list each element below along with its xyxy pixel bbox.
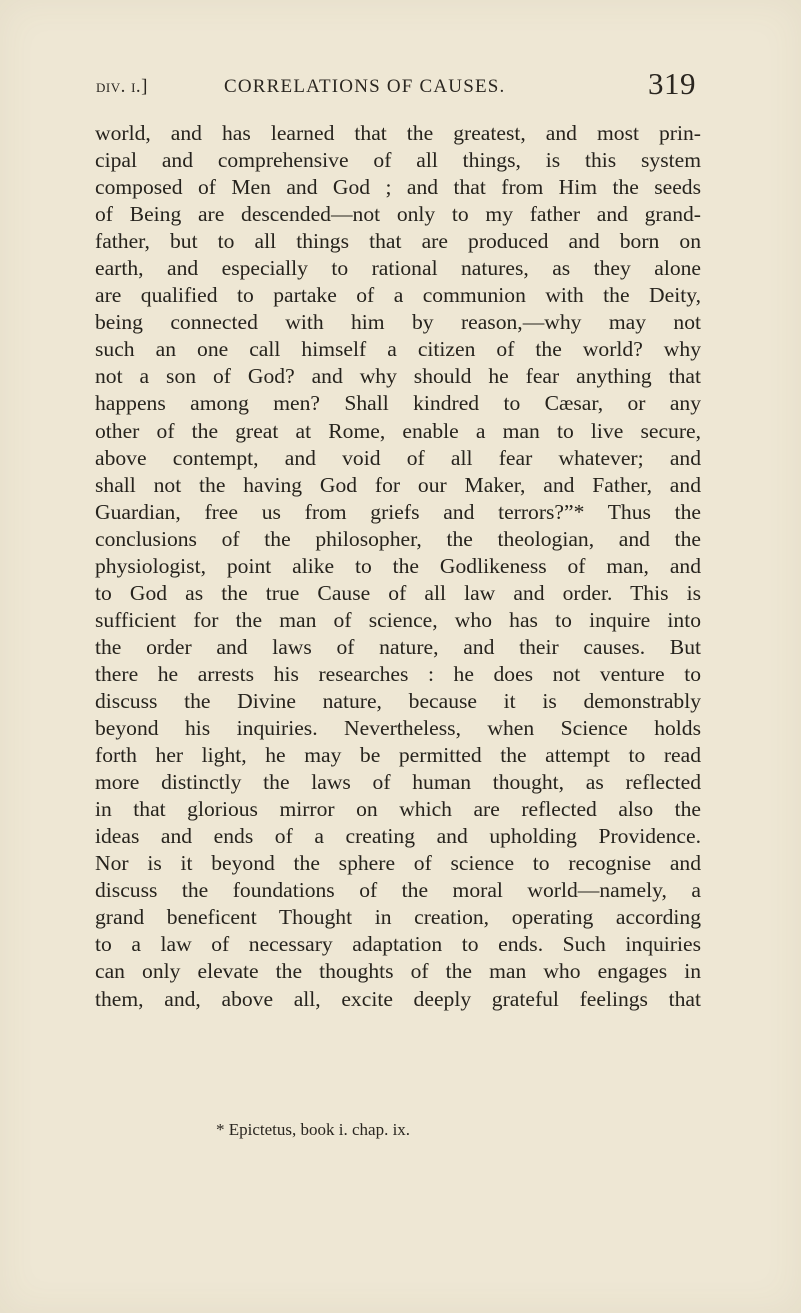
- text-line: above contempt, and void of all fear whatever; and: [95, 445, 701, 470]
- text-line: earth, and especially to rational natures, as they alone: [95, 256, 701, 281]
- text-line: to God as the true Cause of all law and order. This is: [95, 580, 701, 605]
- text-line: more distinctly the laws of human thought, as reflected: [95, 770, 701, 795]
- text-line: discuss the Divine nature, because it is demonstrably: [95, 688, 701, 713]
- text-line: not a son of God? and why should he fear anything that: [95, 364, 701, 389]
- text-line: of Being are descended—not only to my father and grand-: [95, 202, 701, 227]
- text-line: can only elevate the thoughts of the man who engages in: [95, 959, 701, 984]
- text-line: such an one call himself a citizen of the world? why: [95, 337, 701, 362]
- text-line: beyond his inquiries. Nevertheless, when Science holds: [95, 716, 701, 741]
- section-label: div. i.]: [96, 76, 149, 97]
- text-line: physiologist, point alike to the Godlikeness of man, and: [95, 553, 701, 578]
- text-line: are qualified to partake of a communion with the Deity,: [95, 283, 701, 308]
- text-line: discuss the foundations of the moral world—namely, a: [95, 878, 701, 903]
- page-number: 319: [648, 66, 696, 101]
- text-line: the order and laws of nature, and their causes. But: [95, 634, 701, 659]
- text-line: forth her light, he may be permitted the attempt to read: [95, 743, 701, 768]
- text-line: grand beneficent Thought in creation, operating according: [95, 905, 701, 930]
- text-line: cipal and comprehensive of all things, is this system: [95, 148, 701, 173]
- text-line: there he arrests his researches : he does not venture to: [95, 661, 701, 686]
- text-line: shall not the having God for our Maker, and Father, and: [95, 472, 701, 497]
- text-line: conclusions of the philosopher, the theologian, and the: [95, 526, 701, 551]
- text-line: composed of Men and God ; and that from Him the seeds: [95, 175, 701, 200]
- body-text: [95, 120, 701, 1013]
- text-line: father, but to all things that are produced and born on: [95, 229, 701, 254]
- text-line: sufficient for the man of science, who has to inquire into: [95, 607, 701, 632]
- text-line: Guardian, free us from griefs and terrors?”* Thus the: [95, 499, 701, 524]
- running-head: [96, 66, 696, 106]
- text-line: ideas and ends of a creating and upholding Providence.: [95, 824, 701, 849]
- footnote: * Epictetus, book i. chap. ix.: [216, 1120, 411, 1139]
- text-line: Nor is it beyond the sphere of science to recognise and: [95, 851, 701, 876]
- text-line: in that glorious mirror on which are reflected also the: [95, 797, 701, 822]
- text-line: them, and, above all, excite deeply grateful feelings that: [95, 986, 701, 1011]
- text-line: being connected with him by reason,—why may not: [95, 310, 701, 335]
- text-line: world, and has learned that the greatest, and most prin-: [95, 121, 701, 145]
- text-line: happens among men? Shall kindred to Cæsar, or any: [95, 391, 701, 416]
- text-line: other of the great at Rome, enable a man to live secure,: [95, 418, 701, 443]
- text-line: to a law of necessary adaptation to ends. Such inquiries: [95, 932, 701, 957]
- chapter-title: CORRELATIONS OF CAUSES.: [224, 76, 506, 97]
